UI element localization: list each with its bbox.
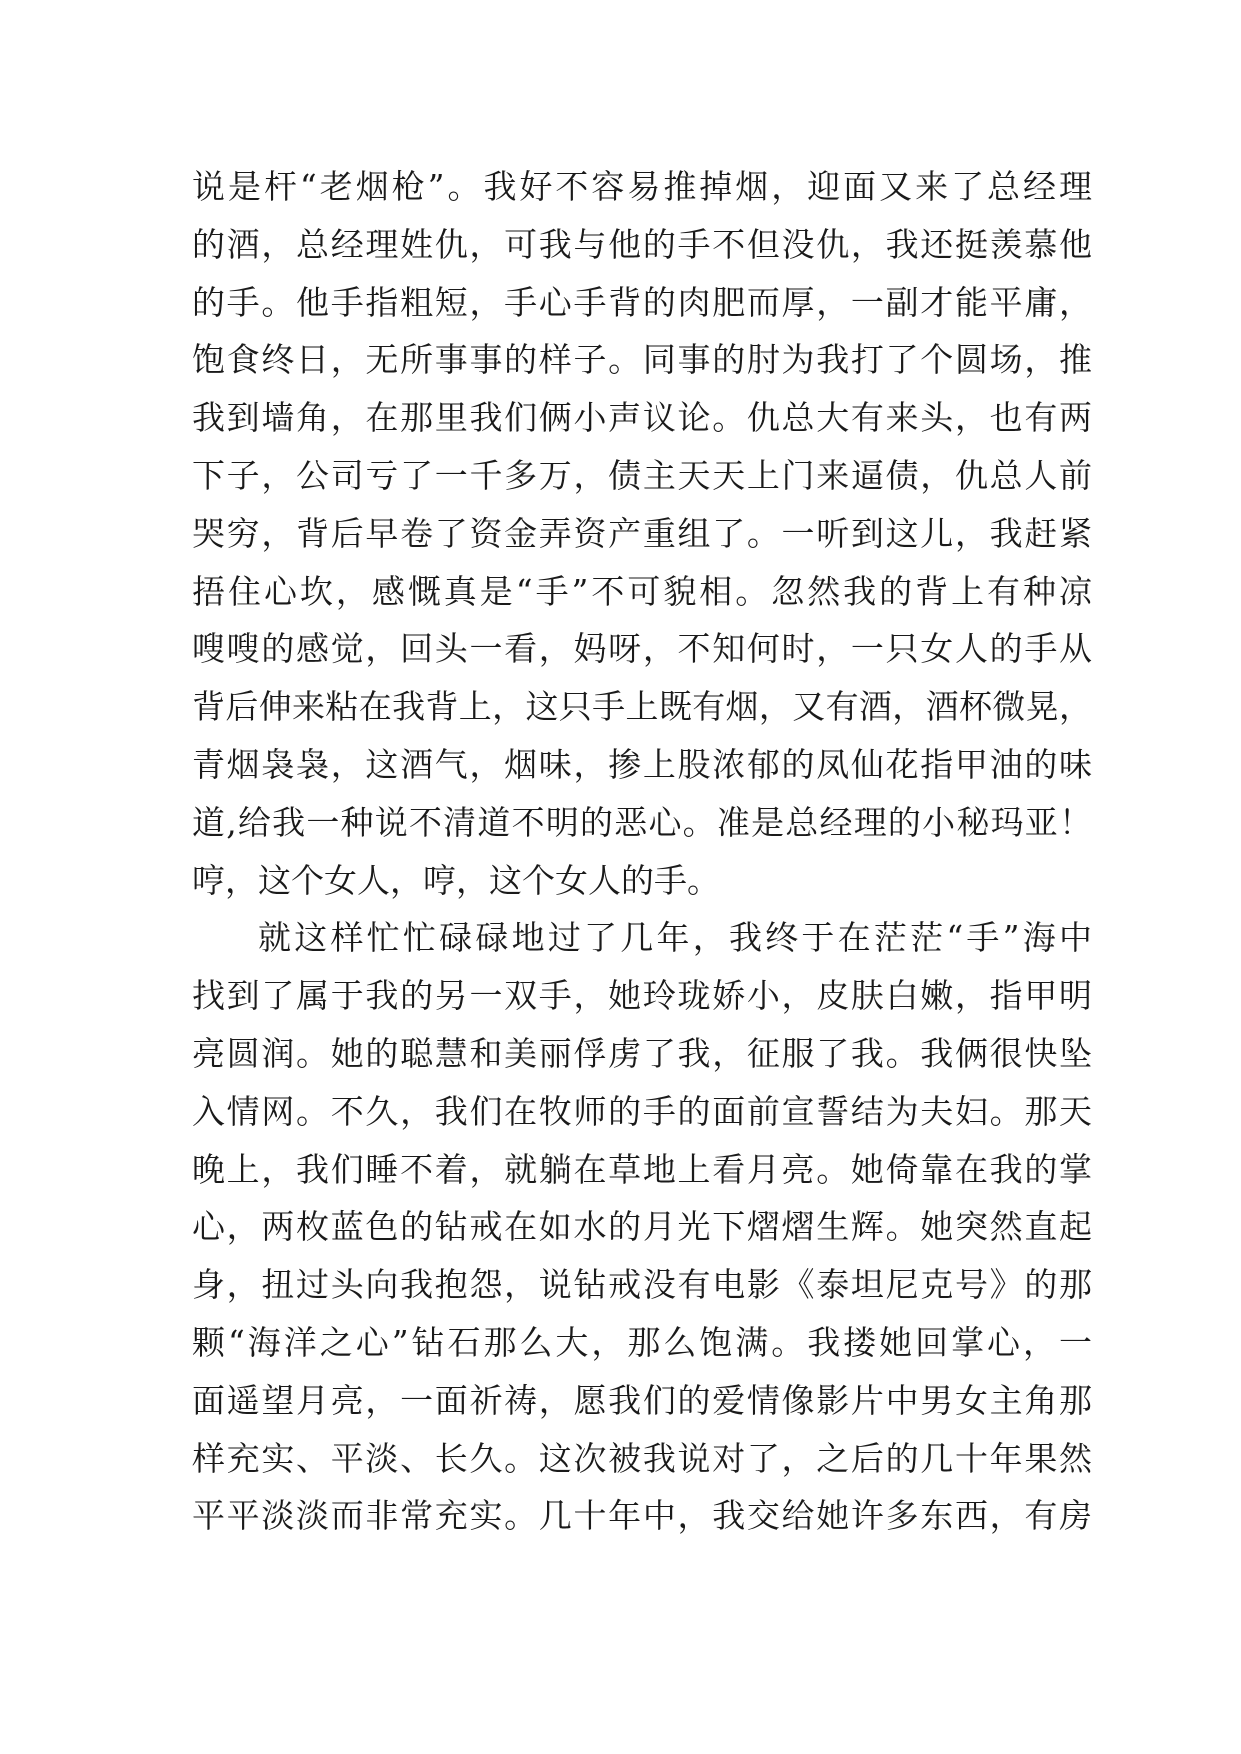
text-line: 样充实、平淡、长久。这次被我说对了，之后的几十年果然	[192, 1438, 1092, 1478]
body-text	[192, 158, 1092, 1545]
text-line: 说是杆“老烟枪”。我好不容易推掉烟，迎面又来了总经理	[192, 167, 1092, 206]
text-line: 找到了属于我的另一双手，她玲珑娇小，皮肤白嫩，指甲明	[192, 976, 1092, 1016]
text-line: 的酒，总经理姓仇，可我与他的手不但没仇，我还挺羡慕他	[192, 224, 1092, 264]
paragraph-start-line: 就这样忙忙碌碌地过了几年，我终于在茫茫“手”海中	[258, 918, 1092, 958]
text-line: 心，两枚蓝色的钻戒在如水的月光下熠熠生辉。她突然直起	[192, 1207, 1092, 1247]
text-line: 身，扭过头向我抱怨，说钻戒没有电影《泰坦尼克号》的那	[192, 1265, 1092, 1305]
text-line: 嗖嗖的感觉，回头一看，妈呀，不知何时，一只女人的手从	[192, 629, 1092, 669]
text-line: 颗“海洋之心”钻石那么大，那么饱满。我搂她回掌心，一	[192, 1322, 1092, 1362]
text-line: 晚上，我们睡不着，就躺在草地上看月亮。她倚靠在我的掌	[192, 1149, 1092, 1189]
text-line: 捂住心坎，感慨真是“手”不可貌相。忽然我的背上有种凉	[192, 571, 1092, 611]
text-line: 饱食终日，无所事事的样子。同事的肘为我打了个圆场，推	[192, 340, 1092, 380]
text-line: 的手。他手指粗短，手心手背的肉肥而厚，一副才能平庸，	[192, 282, 1092, 322]
text-line: 哭穷，背后早卷了资金弄资产重组了。一听到这儿，我赶紧	[192, 513, 1092, 553]
text-line: 背后伸来粘在我背上，这只手上既有烟，又有酒，酒杯微晃，	[192, 687, 1092, 727]
text-line: 我到墙角，在那里我们俩小声议论。仇总大有来头，也有两	[192, 398, 1092, 438]
text-line: 青烟袅袅，这酒气，烟味，掺上股浓郁的凤仙花指甲油的味	[192, 744, 1092, 784]
text-line: 道,给我一种说不清道不明的恶心。准是总经理的小秘玛亚！	[192, 802, 1092, 842]
text-line: 下子，公司亏了一千多万，债主天天上门来逼债，仇总人前	[192, 455, 1092, 495]
text-line: 面遥望月亮，一面祈祷，愿我们的爱情像影片中男女主角那	[192, 1380, 1092, 1420]
text-line: 亮圆润。她的聪慧和美丽俘虏了我，征服了我。我俩很快坠	[192, 1033, 1092, 1073]
text-line: 入情网。不久，我们在牧师的手的面前宣誓结为夫妇。那天	[192, 1091, 1092, 1131]
text-line: 平平淡淡而非常充实。几十年中，我交给她许多东西，有房	[192, 1496, 1092, 1536]
paragraph-end-line: 哼，这个女人，哼，这个女人的手。	[192, 860, 720, 900]
